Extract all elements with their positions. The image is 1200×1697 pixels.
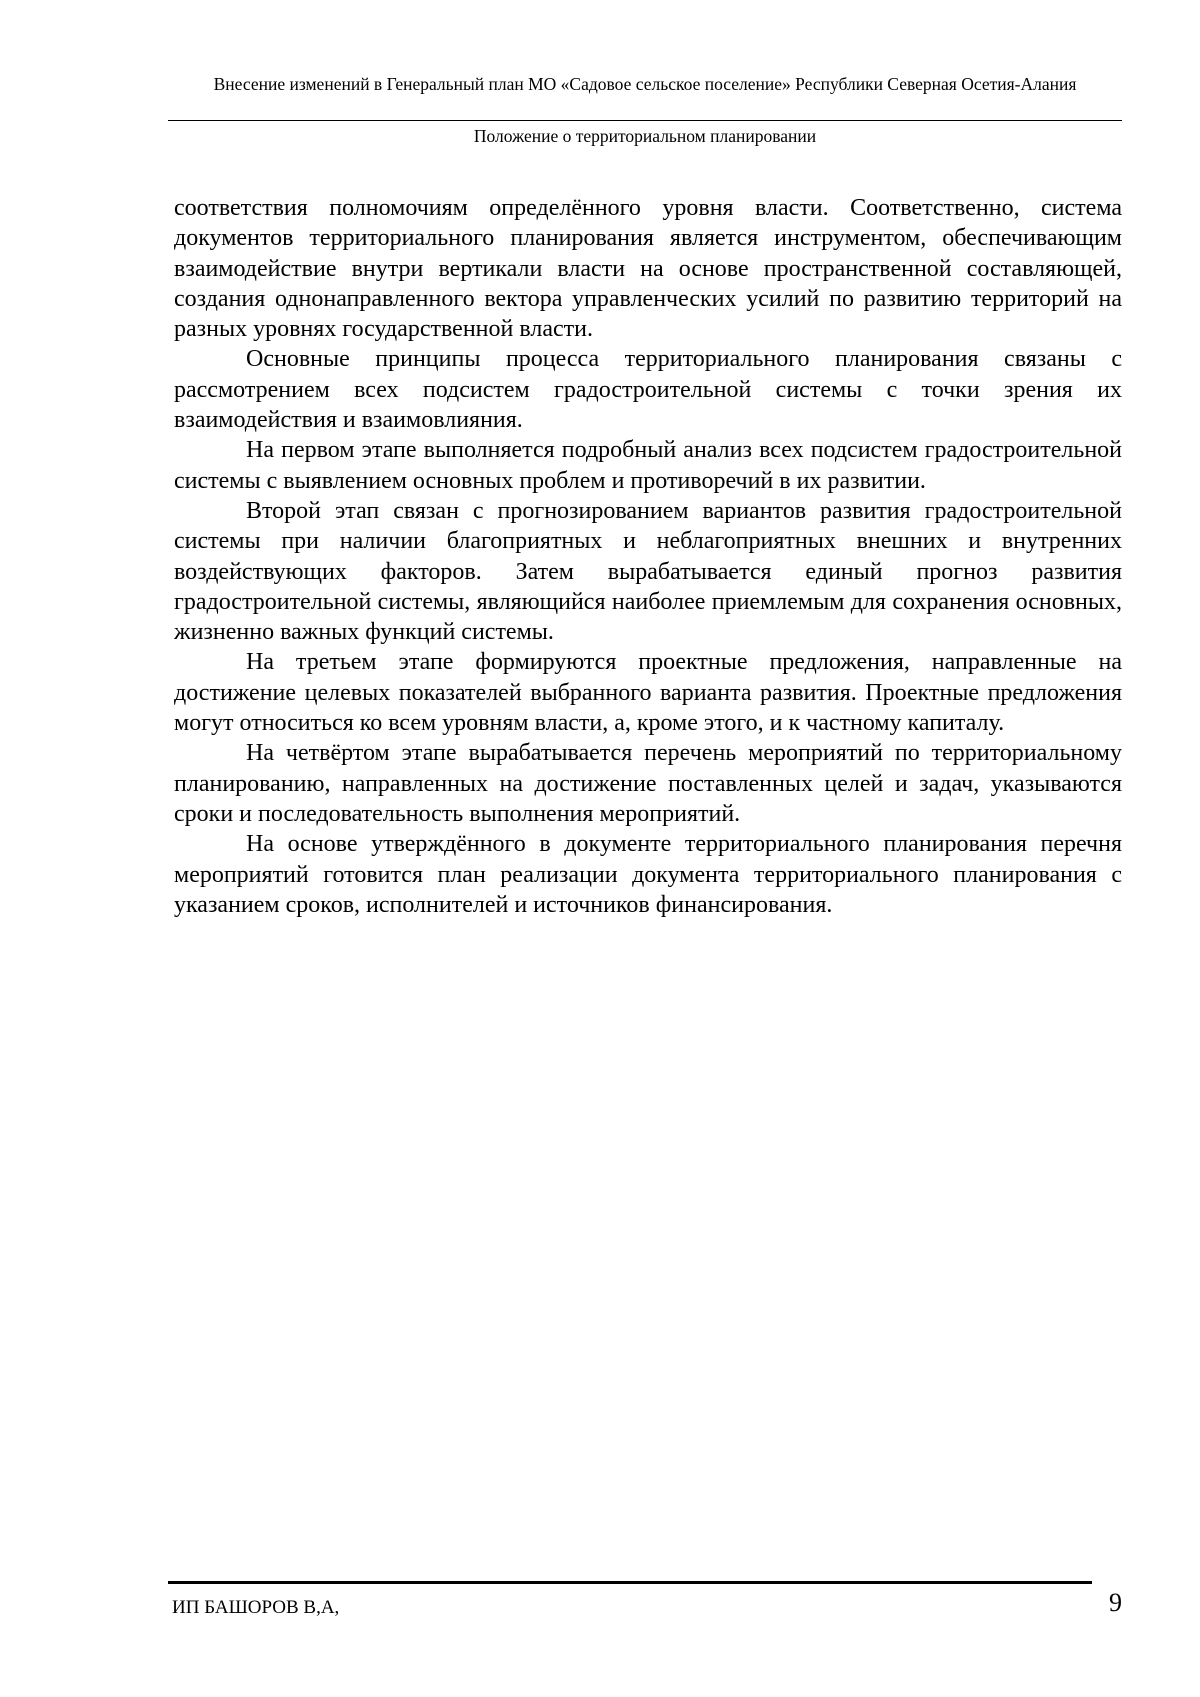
- page-number: 9: [1109, 1588, 1122, 1617]
- running-header: [168, 72, 1122, 96]
- paragraph-stage-one: На первом этапе выполняется подробный анализ всех подсистем градостроительной системы с выявлением основных проблем и противоречий в их развитии.: [174, 437, 1122, 494]
- paragraph-stage-three: На третьем этапе формируются проектные предложения, направленные на достижение целевых показателей выбранного варианта развития. Проектные предложения могут относиться ко всем уровням власти, а, кроме этого, и к частному капиталу.: [174, 649, 1122, 737]
- footer-author: ИП БАШОРОВ В,А,: [172, 1597, 340, 1618]
- document-body: [174, 193, 1122, 920]
- paragraph-implementation: На основе утверждённого в документе территориального планирования перечня мероприятий готовится план реализации документа территориального планирования с указанием сроков, исполнителей и источников финансирования.: [174, 831, 1122, 918]
- header-title: Внесение изменений в Генеральный план МО «Садовое сельское поселение» Республики Северная Осетия-Алания: [213, 74, 1077, 94]
- paragraph-principles: Основные принципы процесса территориального планирования связаны с рассмотрением всех подсистем градостроительной системы с точки зрения их взаимодействия и взаимовлияния.: [174, 346, 1122, 434]
- footer-divider: [168, 1581, 1092, 1584]
- header-divider: [168, 120, 1122, 121]
- header-subtitle: Положение о территориальном планировании: [473, 126, 817, 146]
- paragraph-stage-four: На четвёртом этапе вырабатывается перечень мероприятий по территориальному планированию, направленных на достижение поставленных целей и задач, указываются сроки и последовательность выполнения мероприятий.: [174, 740, 1122, 827]
- paragraph-stage-two: Второй этап связан с прогнозированием вариантов развития градостроительной системы при наличии благоприятных и неблагоприятных внешних и внутренних воздействующих факторов. Затем вырабатывается единый прогноз развития градостроительной системы, являющийся наиболее приемлемым для сохранения основных, жизненно важных функций системы.: [174, 497, 1122, 646]
- paragraph-continuation: соответствия полномочиям определённого уровня власти. Соответственно, система документов территориального планирования является инструментом, обеспечивающим взаимодействие внутри вертикали власти на основе пространственной составляющей, создания однонаправленного вектора управленческих усилий по развитию территорий на разных уровнях государственной власти.: [174, 195, 1122, 343]
